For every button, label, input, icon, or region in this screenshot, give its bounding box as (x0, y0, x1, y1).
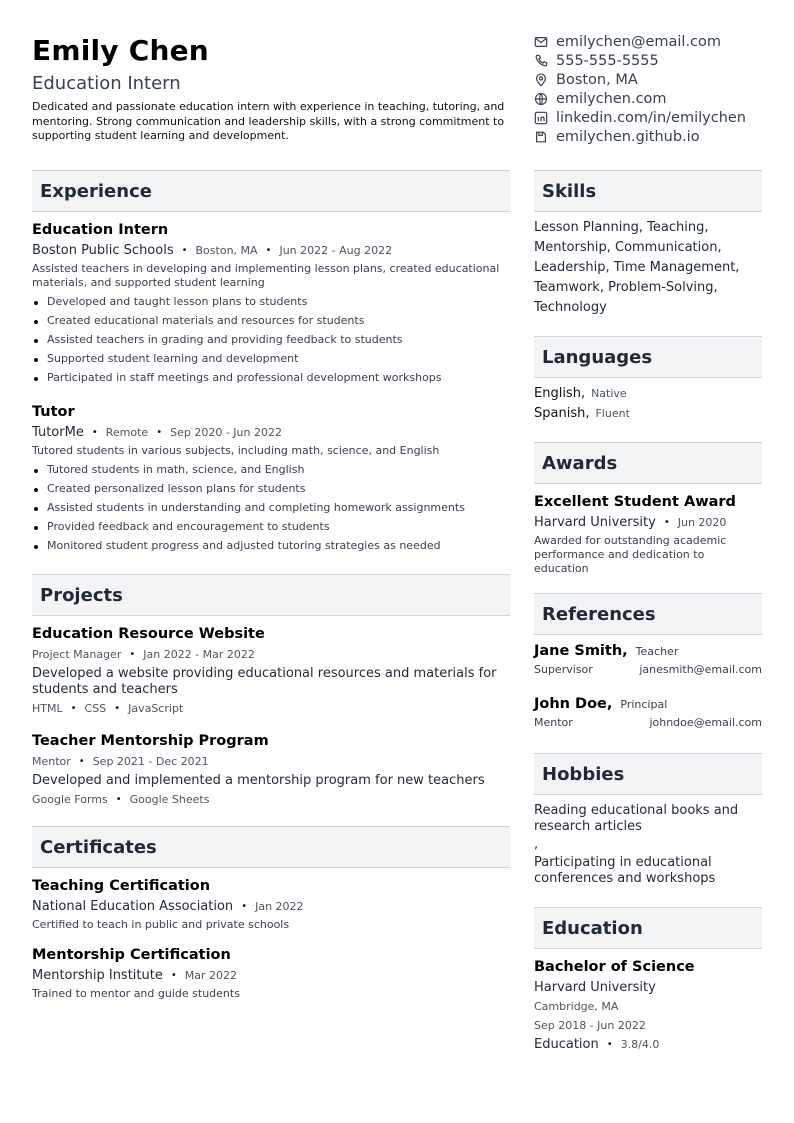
bullet-item: Participated in staff meetings and professional development workshops (32, 368, 510, 387)
project-role: Mentor (32, 755, 71, 768)
project-tags (32, 702, 510, 715)
project-tag: HTML (32, 702, 63, 715)
separator-dot: • (663, 517, 670, 528)
separator-dot: • (170, 970, 177, 981)
experience-heading: Experience (40, 180, 152, 202)
languages-section-header (534, 336, 762, 378)
contact-email[interactable] (534, 32, 784, 51)
contact-github-text: emilychen.github.io (556, 128, 700, 145)
project-meta (32, 647, 510, 663)
experience-location: Boston, MA (195, 244, 258, 257)
experience-dates: Jun 2022 - Aug 2022 (279, 244, 393, 257)
separator-dot: • (129, 649, 136, 660)
skills-section-header (534, 170, 762, 212)
certificate-issuer: Mentorship Institute (32, 968, 163, 983)
education-location-row (534, 999, 762, 1015)
reference-name: Jane Smith, (534, 643, 628, 659)
certificates-section-header (32, 826, 510, 868)
reference-name-row (534, 643, 762, 659)
reference-details (534, 663, 762, 676)
separator-dot: • (115, 794, 122, 805)
project-tag: Google Forms (32, 793, 108, 806)
certificate-description: Trained to mentor and guide students (32, 987, 240, 1000)
contact-email-text: emilychen@email.com (556, 33, 722, 50)
bullet-item: Assisted students in understanding and completing homework assignments (32, 498, 510, 517)
education-section-header (534, 907, 762, 949)
certificate-description: Certified to teach in public and private schools (32, 918, 290, 931)
skills-line: Technology (534, 300, 607, 315)
award-title: Excellent Student Award (534, 494, 736, 510)
reference-title: Principal (620, 698, 668, 711)
experience-item (32, 403, 510, 555)
candidate-title: Education Intern (32, 73, 181, 94)
bullet-item: Created educational materials and resources for students (32, 311, 510, 330)
reference-relation: Mentor (534, 716, 573, 729)
education-gpa: 3.8/4.0 (620, 1038, 660, 1051)
experience-bullets (32, 460, 510, 555)
separator-dot: • (606, 1039, 613, 1050)
experience-item (32, 221, 510, 387)
experience-title: Tutor (32, 404, 75, 420)
languages-list (534, 384, 762, 424)
contact-website-text: emilychen.com (556, 90, 667, 107)
language-item (534, 384, 762, 404)
project-dates: Sep 2021 - Dec 2021 (92, 755, 209, 768)
reference-item (534, 696, 762, 729)
experience-dates: Sep 2020 - Jun 2022 (170, 426, 282, 439)
certificate-meta (32, 899, 510, 915)
projects-heading: Projects (40, 584, 123, 606)
references-heading: References (542, 603, 656, 625)
project-tag: CSS (84, 702, 107, 715)
certificate-issuer: National Education Association (32, 899, 234, 914)
resume-header (32, 34, 512, 144)
education-school-row (534, 980, 762, 996)
separator-dot: • (70, 703, 77, 714)
education-school: Harvard University (534, 980, 656, 995)
summary-text: Dedicated and passionate education intern with experience in teaching, tutoring, and mentoring. Strong communication and leadership skills, with a strong commitment to supporting student learning and development. (32, 100, 505, 142)
skills-heading: Skills (542, 180, 597, 202)
certificate-title: Teaching Certification (32, 878, 211, 894)
award-item (534, 493, 762, 576)
experience-org: TutorMe (32, 425, 84, 440)
hobbies-list (534, 803, 762, 887)
experience-meta (32, 243, 510, 259)
education-degree: Bachelor of Science (534, 959, 695, 975)
language-item (534, 404, 762, 424)
separator-dot: • (114, 703, 121, 714)
language-level: Fluent (595, 407, 630, 420)
project-dates: Jan 2022 - Mar 2022 (143, 648, 255, 661)
reference-email[interactable]: johndoe@email.com (649, 716, 762, 729)
reference-name-row (534, 696, 762, 712)
contact-website[interactable] (534, 89, 784, 108)
reference-item (534, 643, 762, 676)
experience-location: Remote (105, 426, 149, 439)
phone-icon (534, 54, 548, 68)
separator-dot: • (181, 245, 188, 256)
bullet-item: Provided feedback and encouragement to students (32, 517, 510, 536)
experience-bullets (32, 292, 510, 387)
certificate-meta (32, 968, 510, 984)
bullet-item: Supported student learning and development (32, 349, 510, 368)
contact-location (534, 70, 784, 89)
skills-line: Teamwork, Problem-Solving, (534, 280, 718, 295)
experience-meta (32, 425, 510, 441)
reference-name: John Doe, (534, 696, 613, 712)
contact-location-text: Boston, MA (556, 71, 638, 88)
hobbies-heading: Hobbies (542, 763, 625, 785)
project-tag: Google Sheets (129, 793, 210, 806)
separator-dot: • (241, 901, 248, 912)
bullet-item: Created personalized lesson plans for students (32, 479, 510, 498)
language-level: Native (591, 387, 627, 400)
hobby-separator: , (534, 837, 539, 852)
reference-details (534, 716, 762, 729)
skills-list (534, 218, 762, 318)
award-issuer: Harvard University (534, 515, 656, 530)
bullet-item: Developed and taught lesson plans to students (32, 292, 510, 311)
project-title: Education Resource Website (32, 626, 265, 642)
projects-section-header (32, 574, 510, 616)
skills-line: Lesson Planning, Teaching, (534, 220, 709, 235)
globe-icon (534, 92, 548, 106)
contact-linkedin[interactable] (534, 108, 784, 127)
education-dates: Sep 2018 - Jun 2022 (534, 1019, 646, 1032)
certificate-date: Mar 2022 (184, 969, 238, 982)
project-role: Project Manager (32, 648, 122, 661)
project-title: Teacher Mentorship Program (32, 733, 269, 749)
linkedin-icon (534, 111, 548, 125)
experience-org: Boston Public Schools (32, 243, 174, 258)
experience-description: Tutored students in various subjects, including math, science, and English (32, 444, 440, 457)
award-description: Awarded for outstanding academic performance and dedication to education (534, 534, 727, 575)
project-description: Developed a website providing educational resources and materials for students and teachers (32, 666, 497, 697)
hobbies-section-header (534, 753, 762, 795)
location-icon (534, 73, 548, 87)
bullet-item: Monitored student progress and adjusted tutoring strategies as needed (32, 536, 510, 555)
education-field: Education (534, 1037, 599, 1052)
skills-line: Mentorship, Communication, (534, 240, 722, 255)
education-location: Cambridge, MA (534, 1000, 619, 1013)
education-item (534, 958, 762, 1053)
separator-dot: • (265, 245, 272, 256)
project-tag: JavaScript (128, 702, 184, 715)
separator-dot: • (78, 756, 85, 767)
education-heading: Education (542, 917, 643, 939)
contact-github[interactable] (534, 127, 784, 146)
project-description: Developed and implemented a mentorship program for new teachers (32, 773, 485, 788)
certificate-date: Jan 2022 (255, 900, 304, 913)
certificate-title: Mentorship Certification (32, 947, 231, 963)
hobby-item: Participating in educational conferences and workshops (534, 855, 716, 886)
bullet-item: Tutored students in math, science, and English (32, 460, 510, 479)
project-item (32, 625, 510, 715)
certificate-item (32, 877, 510, 932)
education-field-row (534, 1037, 762, 1053)
awards-section-header (534, 442, 762, 484)
contact-linkedin-text: linkedin.com/in/emilychen (556, 109, 746, 126)
language-name: Spanish, (534, 406, 590, 421)
project-item (32, 732, 510, 806)
experience-section-header (32, 170, 510, 212)
languages-heading: Languages (542, 346, 653, 368)
reference-title: Teacher (635, 645, 679, 658)
award-date: Jun 2020 (677, 516, 727, 529)
education-dates-row (534, 1018, 762, 1034)
contact-phone[interactable] (534, 51, 784, 70)
experience-title: Education Intern (32, 222, 169, 238)
project-meta (32, 754, 510, 770)
contact-list (534, 32, 784, 146)
project-tags (32, 793, 510, 806)
separator-dot: • (91, 427, 98, 438)
certificates-heading: Certificates (40, 836, 157, 858)
reference-relation: Supervisor (534, 663, 593, 676)
separator-dot: • (156, 427, 163, 438)
certificate-item (32, 946, 510, 1001)
contact-phone-text: 555-555-5555 (556, 52, 659, 69)
language-name: English, (534, 386, 586, 401)
candidate-name: Emily Chen (32, 34, 209, 67)
awards-heading: Awards (542, 452, 618, 474)
reference-email[interactable]: janesmith@email.com (639, 663, 762, 676)
github-icon (534, 130, 548, 144)
hobby-item: Reading educational books and research articles (534, 803, 739, 834)
skills-line: Leadership, Time Management, (534, 260, 740, 275)
experience-description: Assisted teachers in developing and implementing lesson plans, created educational materials, and supported student learning (32, 262, 500, 289)
email-icon (534, 35, 548, 49)
bullet-item: Assisted teachers in grading and providing feedback to students (32, 330, 510, 349)
award-meta (534, 515, 762, 531)
references-section-header (534, 593, 762, 635)
